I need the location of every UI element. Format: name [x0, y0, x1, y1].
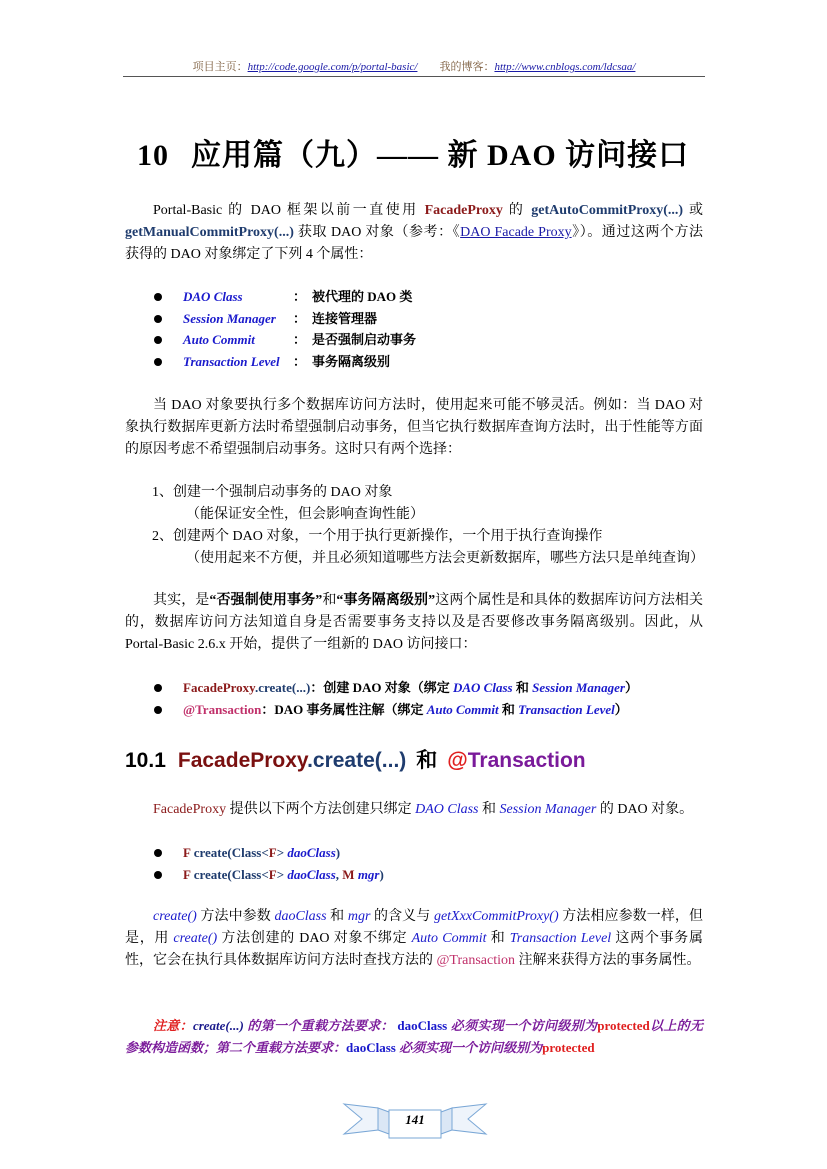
list-item: Session Manager ： 连接管理器 [150, 308, 416, 330]
blog-label: 我的博客： [439, 61, 495, 73]
manual-commit-proxy-method: getManualCommitProxy(...) [125, 225, 294, 240]
choice-note: （使用起来不方便，并且必须知道哪些方法会更新数据库，哪些方法只是单纯查询） [186, 551, 704, 566]
auto-commit-proxy-method: getAutoCommitProxy(...) [531, 203, 684, 218]
section-intro: FacadeProxy 提供以下两个方法创建只绑定 DAO Class 和 Session Manager 的 DAO 对象。 [153, 802, 694, 817]
intro-paragraph: Portal-Basic 的 DAO 框架以前一直使用 FacadeProxy 的 getAutoCommitProxy(...) 或 getManualCommitProxy(...) 获取 DAO 对象（参考：《DAO Facade Proxy》）。通过这两个方法获得的 DAO 对象绑定了下列 4 个属性： [125, 203, 704, 262]
choice-item: 2、创建两个 DAO 对象，一个用于执行更新操作，一个用于执行查询操作 [152, 529, 603, 544]
reason-paragraph: 其实，是“否强制使用事务”和“事务隔离级别”这两个属性是和具体的数据库访问方法相关的，数据库访问方法知道自身是否需要事务支持以及是否要修改事务隔离级别。因此，从 Portal-Basic 2.6.x 开始，提供了一组新的 DAO 访问接口： [125, 593, 704, 652]
list-item: FacadeProxy.create(...)：创建 DAO 对象（绑定 DAO Class 和 Session Manager） [150, 677, 638, 699]
choice-note: （能保证安全性，但会影响查询性能） [186, 507, 424, 522]
chapter-number: 10 [137, 139, 169, 172]
chapter-title-text: 应用篇（九）—— 新 DAO 访问接口 [191, 139, 690, 172]
chapter-title [137, 130, 689, 174]
page-header [123, 58, 705, 77]
project-label: 项目主页： [192, 61, 248, 73]
choice-list [152, 482, 704, 570]
project-link[interactable]: http://code.google.com/p/portal-basic/ [247, 61, 418, 73]
list-item: F create(Class<F> daoClass) [150, 842, 384, 864]
list-item: Transaction Level ： 事务隔离级别 [150, 351, 416, 373]
facade-proxy-term: FacadeProxy [424, 203, 503, 218]
new-api-list [150, 677, 638, 720]
choice-item: 1、创建一个强制启动事务的 DAO 对象 [152, 485, 393, 500]
list-item: DAO Class ： 被代理的 DAO 类 [150, 286, 416, 308]
list-item: @Transaction：DAO 事务属性注解（绑定 Auto Commit 和 Transaction Level） [150, 699, 638, 721]
blog-link[interactable]: http://www.cnblogs.com/ldcsaa/ [494, 61, 636, 73]
page-number: 141 [405, 1112, 425, 1127]
dao-facade-proxy-link[interactable]: DAO Facade Proxy [460, 225, 572, 240]
create-explanation: create() 方法中参数 daoClass 和 mgr 的含义与 getXxxCommitProxy() 方法相应参数一样，但是，用 create() 方法创建的 DAO 对象不绑定 Auto Commit 和 Transaction Level 这两个事务属性，它会在执行具体数据库访问方法时查找方法的 @Transaction 注解来获得方法的事务属性。 [125, 909, 704, 968]
list-item: Auto Commit ： 是否强制启动事务 [150, 329, 416, 351]
list-item: F create(Class<F> daoClass, M mgr) [150, 864, 384, 886]
problem-paragraph: 当 DAO 对象要执行多个数据库访问方法时，使用起来可能不够灵活。例如：当 DAO 对象执行数据库更新方法时希望强制启动事务，但当它执行数据库查询方法时，出于性能等方面的原因考虑不希望强制启动事务。这时只有两个选择： [125, 398, 703, 457]
page-number-ribbon [342, 1100, 488, 1142]
section-heading: 10.1 FacadeProxy.create(...) 和 @Transaction [125, 749, 586, 772]
method-list [150, 842, 384, 885]
warning-note: 注意：create(...) 的第一个重载方法要求： daoClass 必须实现一个访问级别为protected以上的无参数构造函数；第二个重载方法要求：daoClass 必须实现一个访问级别为protected [125, 1018, 703, 1055]
attribute-list [150, 286, 416, 372]
